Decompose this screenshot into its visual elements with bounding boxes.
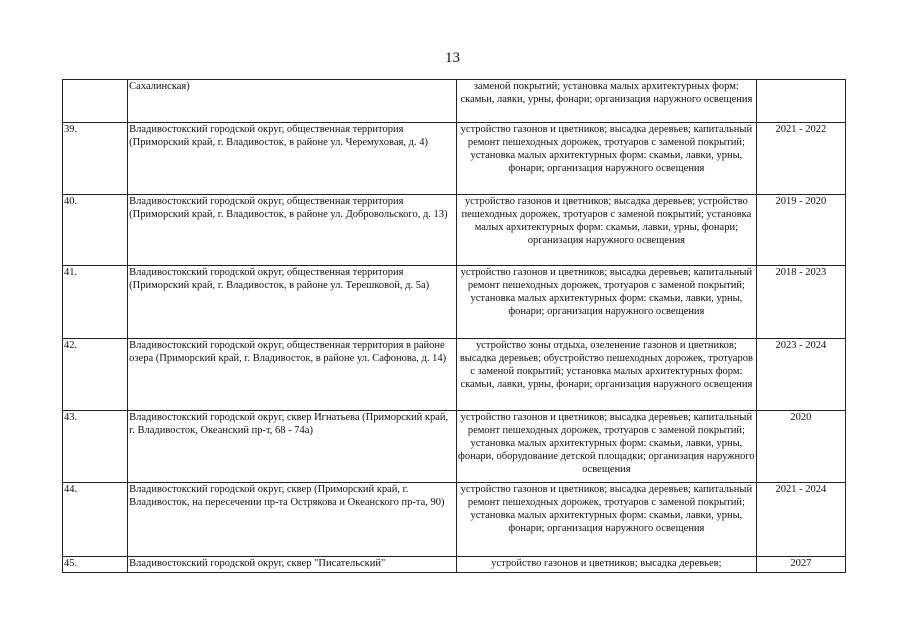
row-number: 40. (63, 195, 128, 266)
works-list: заменой покрытий; установка малых архитектурных форм: скамьи, лавки, урны, фонари; организация наружного освещения (456, 80, 756, 123)
page-number: 13 (445, 50, 460, 66)
table-row (63, 195, 846, 266)
works-list: устройство газонов и цветников; высадка деревьев; капитальный ремонт пешеходных дорожек, тротуаров с заменой покрытий; установка малых архитектурных форм: скамьи, лавки, урны, фонари; организация наружного освещения (456, 483, 756, 557)
territory-table (62, 79, 846, 573)
implementation-period (756, 80, 845, 123)
row-number: 42. (63, 339, 128, 411)
works-list: устройство зоны отдыха, озеленение газонов и цветников; высадка деревьев; обустройство пешеходных дорожек, тротуаров с заменой покрытий; установка малых архитектурных форм: скамьи, лавки, урны, фонари; организация наружного освещения (456, 339, 756, 411)
table-row (63, 266, 846, 339)
row-number (63, 80, 128, 123)
implementation-period: 2027 (756, 557, 845, 573)
implementation-period: 2021 - 2022 (756, 123, 845, 195)
table-row (63, 557, 846, 573)
works-list: устройство газонов и цветников; высадка деревьев; (456, 557, 756, 573)
implementation-period: 2023 - 2024 (756, 339, 845, 411)
row-number: 44. (63, 483, 128, 557)
implementation-period: 2018 - 2023 (756, 266, 845, 339)
row-number: 45. (63, 557, 128, 573)
territory-name: Владивостокский городской округ, общественная территория (Приморский край, г. Владивосток, в районе ул. Добровольского, д. 13) (128, 195, 457, 266)
table-row (63, 483, 846, 557)
table-row (63, 80, 846, 123)
table-row (63, 339, 846, 411)
implementation-period: 2020 (756, 411, 845, 483)
works-list: устройство газонов и цветников; высадка деревьев; капитальный ремонт пешеходных дорожек, тротуаров с заменой покрытий; установка малых архитектурных форм: скамьи, лавки, урны, фонари; организация наружного освещения (456, 123, 756, 195)
implementation-period: 2019 - 2020 (756, 195, 845, 266)
territory-name: Владивостокский городской округ, общественная территория (Приморский край, г. Владивосток, в районе ул. Черемуховая, д. 4) (128, 123, 457, 195)
territory-name: Владивостокский городской округ, общественная территория в районе озера (Приморский край, г. Владивосток, в районе ул. Сафонова, д. 14) (128, 339, 457, 411)
works-list: устройство газонов и цветников; высадка деревьев; капитальный ремонт пешеходных дорожек, тротуаров с заменой покрытий; установка малых архитектурных форм: скамьи, лавки, урны, фонари; организация наружного освещения (456, 266, 756, 339)
works-list: устройство газонов и цветников; высадка деревьев; капитальный ремонт пешеходных дорожек, тротуаров с заменой покрытий; установка малых архитектурных форм: скамьи, лавки, урны, фонари, оборудование детской площадки; организация наружного освещения (456, 411, 756, 483)
territory-name: Владивостокский городской округ, сквер "Писательский" (128, 557, 457, 573)
table-row (63, 411, 846, 483)
territory-name: Владивостокский городской округ, сквер Игнатьева (Приморский край, г. Владивосток, Океанский пр-т, 68 - 74а) (128, 411, 457, 483)
territory-name: Владивостокский городской округ, общественная территория (Приморский край, г. Владивосток, в районе ул. Терешковой, д. 5а) (128, 266, 457, 339)
territory-name: Владивостокский городской округ, сквер (Приморский край, г. Владивосток, на пересечении пр-та Острякова и Океанского пр-та, 90) (128, 483, 457, 557)
territory-name: Сахалинская) (128, 80, 457, 123)
implementation-period: 2021 - 2024 (756, 483, 845, 557)
row-number: 41. (63, 266, 128, 339)
row-number: 39. (63, 123, 128, 195)
row-number: 43. (63, 411, 128, 483)
works-list: устройство газонов и цветников; высадка деревьев; устройство пешеходных дорожек, тротуаров с заменой покрытий; установка малых архитектурных форм: скамьи, лавки, урны, фонари; организация наружного освещения (456, 195, 756, 266)
table-row (63, 123, 846, 195)
